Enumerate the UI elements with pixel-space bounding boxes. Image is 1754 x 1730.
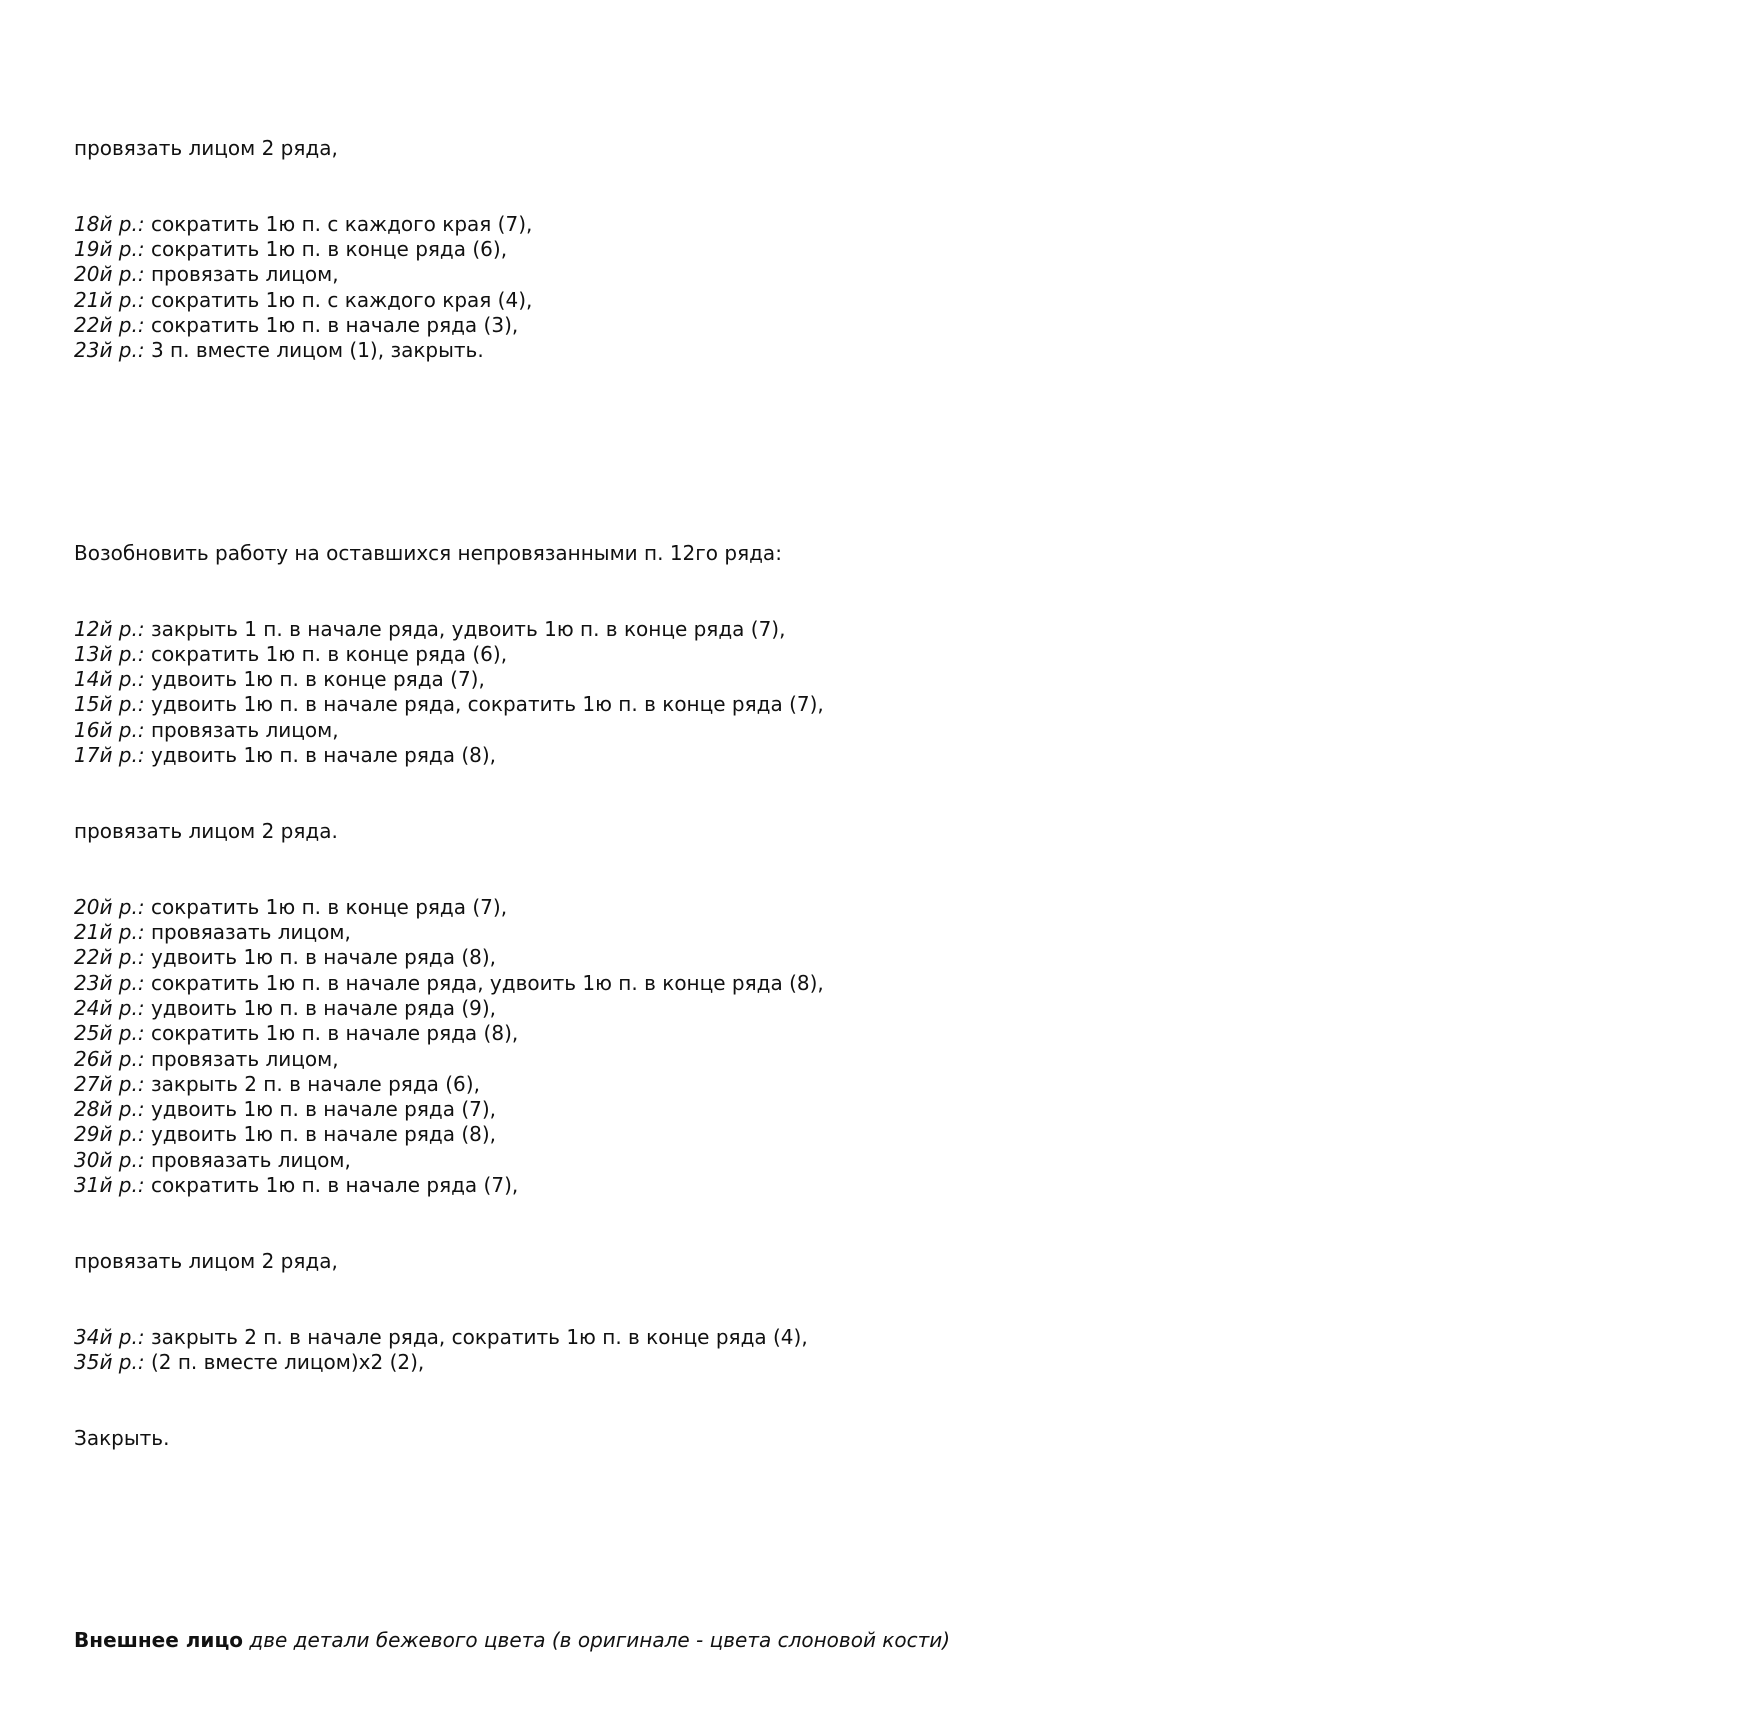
row-instruction-text: сократить 1ю п. в начале ряда (8),	[144, 1021, 519, 1046]
instruction-row	[74, 338, 1674, 363]
instruction-row	[74, 1122, 1674, 1147]
row-number-label: 35й р.:	[74, 1350, 145, 1375]
row-instruction-text: 3 п. вместе лицом (1), закрыть.	[144, 338, 484, 363]
knitting-instructions	[74, 60, 1674, 1730]
instruction-row	[74, 692, 1674, 717]
row-number-label: 25й р.:	[74, 1021, 145, 1046]
row-instruction-text: удвоить 1ю п. в начале ряда (8),	[144, 743, 497, 768]
footer-bold-label: Внешнее лицо	[74, 1628, 244, 1653]
blank-line	[74, 1527, 1674, 1552]
row-number-label: 26й р.:	[74, 1046, 145, 1071]
blank-line	[74, 439, 1674, 464]
row-instruction-text: удвоить 1ю п. в начале ряда, сократить 1ю п. в конце ряда (7),	[144, 692, 824, 717]
row-number-label: 34й р.:	[74, 1324, 145, 1349]
row-instruction-text: закрыть 1 п. в начале ряда, удвоить 1ю п. в конце ряда (7),	[144, 616, 786, 641]
instruction-row	[74, 971, 1674, 996]
row-instruction-text: удвоить 1ю п. в начале ряда (9),	[144, 995, 497, 1020]
row-instruction-text: сократить 1ю п. в конце ряда (7),	[144, 894, 508, 919]
row-instruction-text: провязать лицом,	[144, 262, 339, 287]
instruction-row	[74, 718, 1674, 743]
instruction-row	[74, 667, 1674, 692]
row-instruction-text: провяазать лицом,	[144, 1147, 351, 1172]
section2-rows-a	[74, 617, 1674, 769]
row-number-label: 15й р.:	[74, 692, 145, 717]
instruction-row	[74, 642, 1674, 667]
footer-italic-note: две детали бежевого цвета (в оригинале - цвета слоновой кости)	[243, 1628, 951, 1653]
row-instruction-text: удвоить 1ю п. в конце ряда (7),	[144, 667, 485, 692]
row-instruction-text: закрыть 2 п. в начале ряда (6),	[144, 1071, 480, 1096]
row-instruction-text: (2 п. вместе лицом)x2 (2),	[144, 1350, 425, 1375]
row-number-label: 20й р.:	[74, 262, 145, 287]
instruction-row	[74, 313, 1674, 338]
instruction-row	[74, 262, 1674, 287]
row-instruction-text: сократить 1ю п. в конце ряда (6),	[144, 641, 508, 666]
row-instruction-text: закрыть 2 п. в начале ряда, сократить 1ю п. в конце ряда (4),	[144, 1324, 808, 1349]
instruction-row	[74, 1047, 1674, 1072]
row-number-label: 29й р.:	[74, 1122, 145, 1147]
row-number-label: 21й р.:	[74, 287, 145, 312]
instruction-row	[74, 1173, 1674, 1198]
instruction-row	[74, 288, 1674, 313]
row-instruction-text: провязать лицом,	[144, 1046, 339, 1071]
instruction-row	[74, 743, 1674, 768]
instruction-row	[74, 920, 1674, 945]
section1-rows	[74, 212, 1674, 364]
instruction-row	[74, 1097, 1674, 1122]
instruction-row	[74, 237, 1674, 262]
instruction-row	[74, 1021, 1674, 1046]
section1-intro: провязать лицом 2 ряда,	[74, 135, 338, 160]
instruction-row	[74, 1350, 1674, 1375]
row-number-label: 16й р.:	[74, 717, 145, 742]
row-instruction-text: сократить 1ю п. с каждого края (4),	[144, 287, 533, 312]
row-instruction-text: сократить 1ю п. в начале ряда, удвоить 1ю п. в конце ряда (8),	[144, 970, 824, 995]
row-number-label: 21й р.:	[74, 920, 145, 945]
row-number-label: 22й р.:	[74, 312, 145, 337]
instruction-row	[74, 212, 1674, 237]
row-instruction-text: сократить 1ю п. в конце ряда (6),	[144, 237, 508, 262]
instruction-row	[74, 1325, 1674, 1350]
instruction-row	[74, 1072, 1674, 1097]
footer-line	[74, 1628, 1674, 1653]
row-number-label: 24й р.:	[74, 995, 145, 1020]
row-number-label: 12й р.:	[74, 616, 145, 641]
instruction-row	[74, 1148, 1674, 1173]
row-number-label: 22й р.:	[74, 945, 145, 970]
row-number-label: 18й р.:	[74, 211, 145, 236]
row-instruction-text: провязать лицом,	[144, 717, 339, 742]
row-instruction-text: сократить 1ю п. в начале ряда (7),	[144, 1173, 519, 1198]
row-number-label: 19й р.:	[74, 237, 145, 262]
row-instruction-text: удвоить 1ю п. в начале ряда (8),	[144, 945, 497, 970]
row-number-label: 23й р.:	[74, 970, 145, 995]
instruction-row	[74, 945, 1674, 970]
row-number-label: 13й р.:	[74, 641, 145, 666]
second-note: провязать лицом 2 ряда,	[74, 1248, 338, 1273]
instruction-row	[74, 617, 1674, 642]
section2-intro: Возобновить работу на оставшихся непровязанными п. 12го ряда:	[74, 540, 782, 565]
row-number-label: 31й р.:	[74, 1173, 145, 1198]
instruction-row	[74, 996, 1674, 1021]
section2-rows-c	[74, 1325, 1674, 1376]
middle-note: провязать лицом 2 ряда.	[74, 818, 338, 843]
row-number-label: 17й р.:	[74, 743, 145, 768]
row-number-label: 27й р.:	[74, 1071, 145, 1096]
row-instruction-text: сократить 1ю п. с каждого края (7),	[144, 211, 533, 236]
row-number-label: 30й р.:	[74, 1147, 145, 1172]
row-number-label: 23й р.:	[74, 338, 145, 363]
close-instruction: Закрыть.	[74, 1426, 170, 1451]
row-instruction-text: удвоить 1ю п. в начале ряда (8),	[144, 1122, 497, 1147]
instruction-row	[74, 895, 1674, 920]
row-instruction-text: провяазать лицом,	[144, 920, 351, 945]
row-number-label: 20й р.:	[74, 894, 145, 919]
row-number-label: 14й р.:	[74, 667, 145, 692]
row-instruction-text: сократить 1ю п. в начале ряда (3),	[144, 312, 519, 337]
row-number-label: 28й р.:	[74, 1097, 145, 1122]
section2-rows-b	[74, 895, 1674, 1199]
row-instruction-text: удвоить 1ю п. в начале ряда (7),	[144, 1097, 497, 1122]
